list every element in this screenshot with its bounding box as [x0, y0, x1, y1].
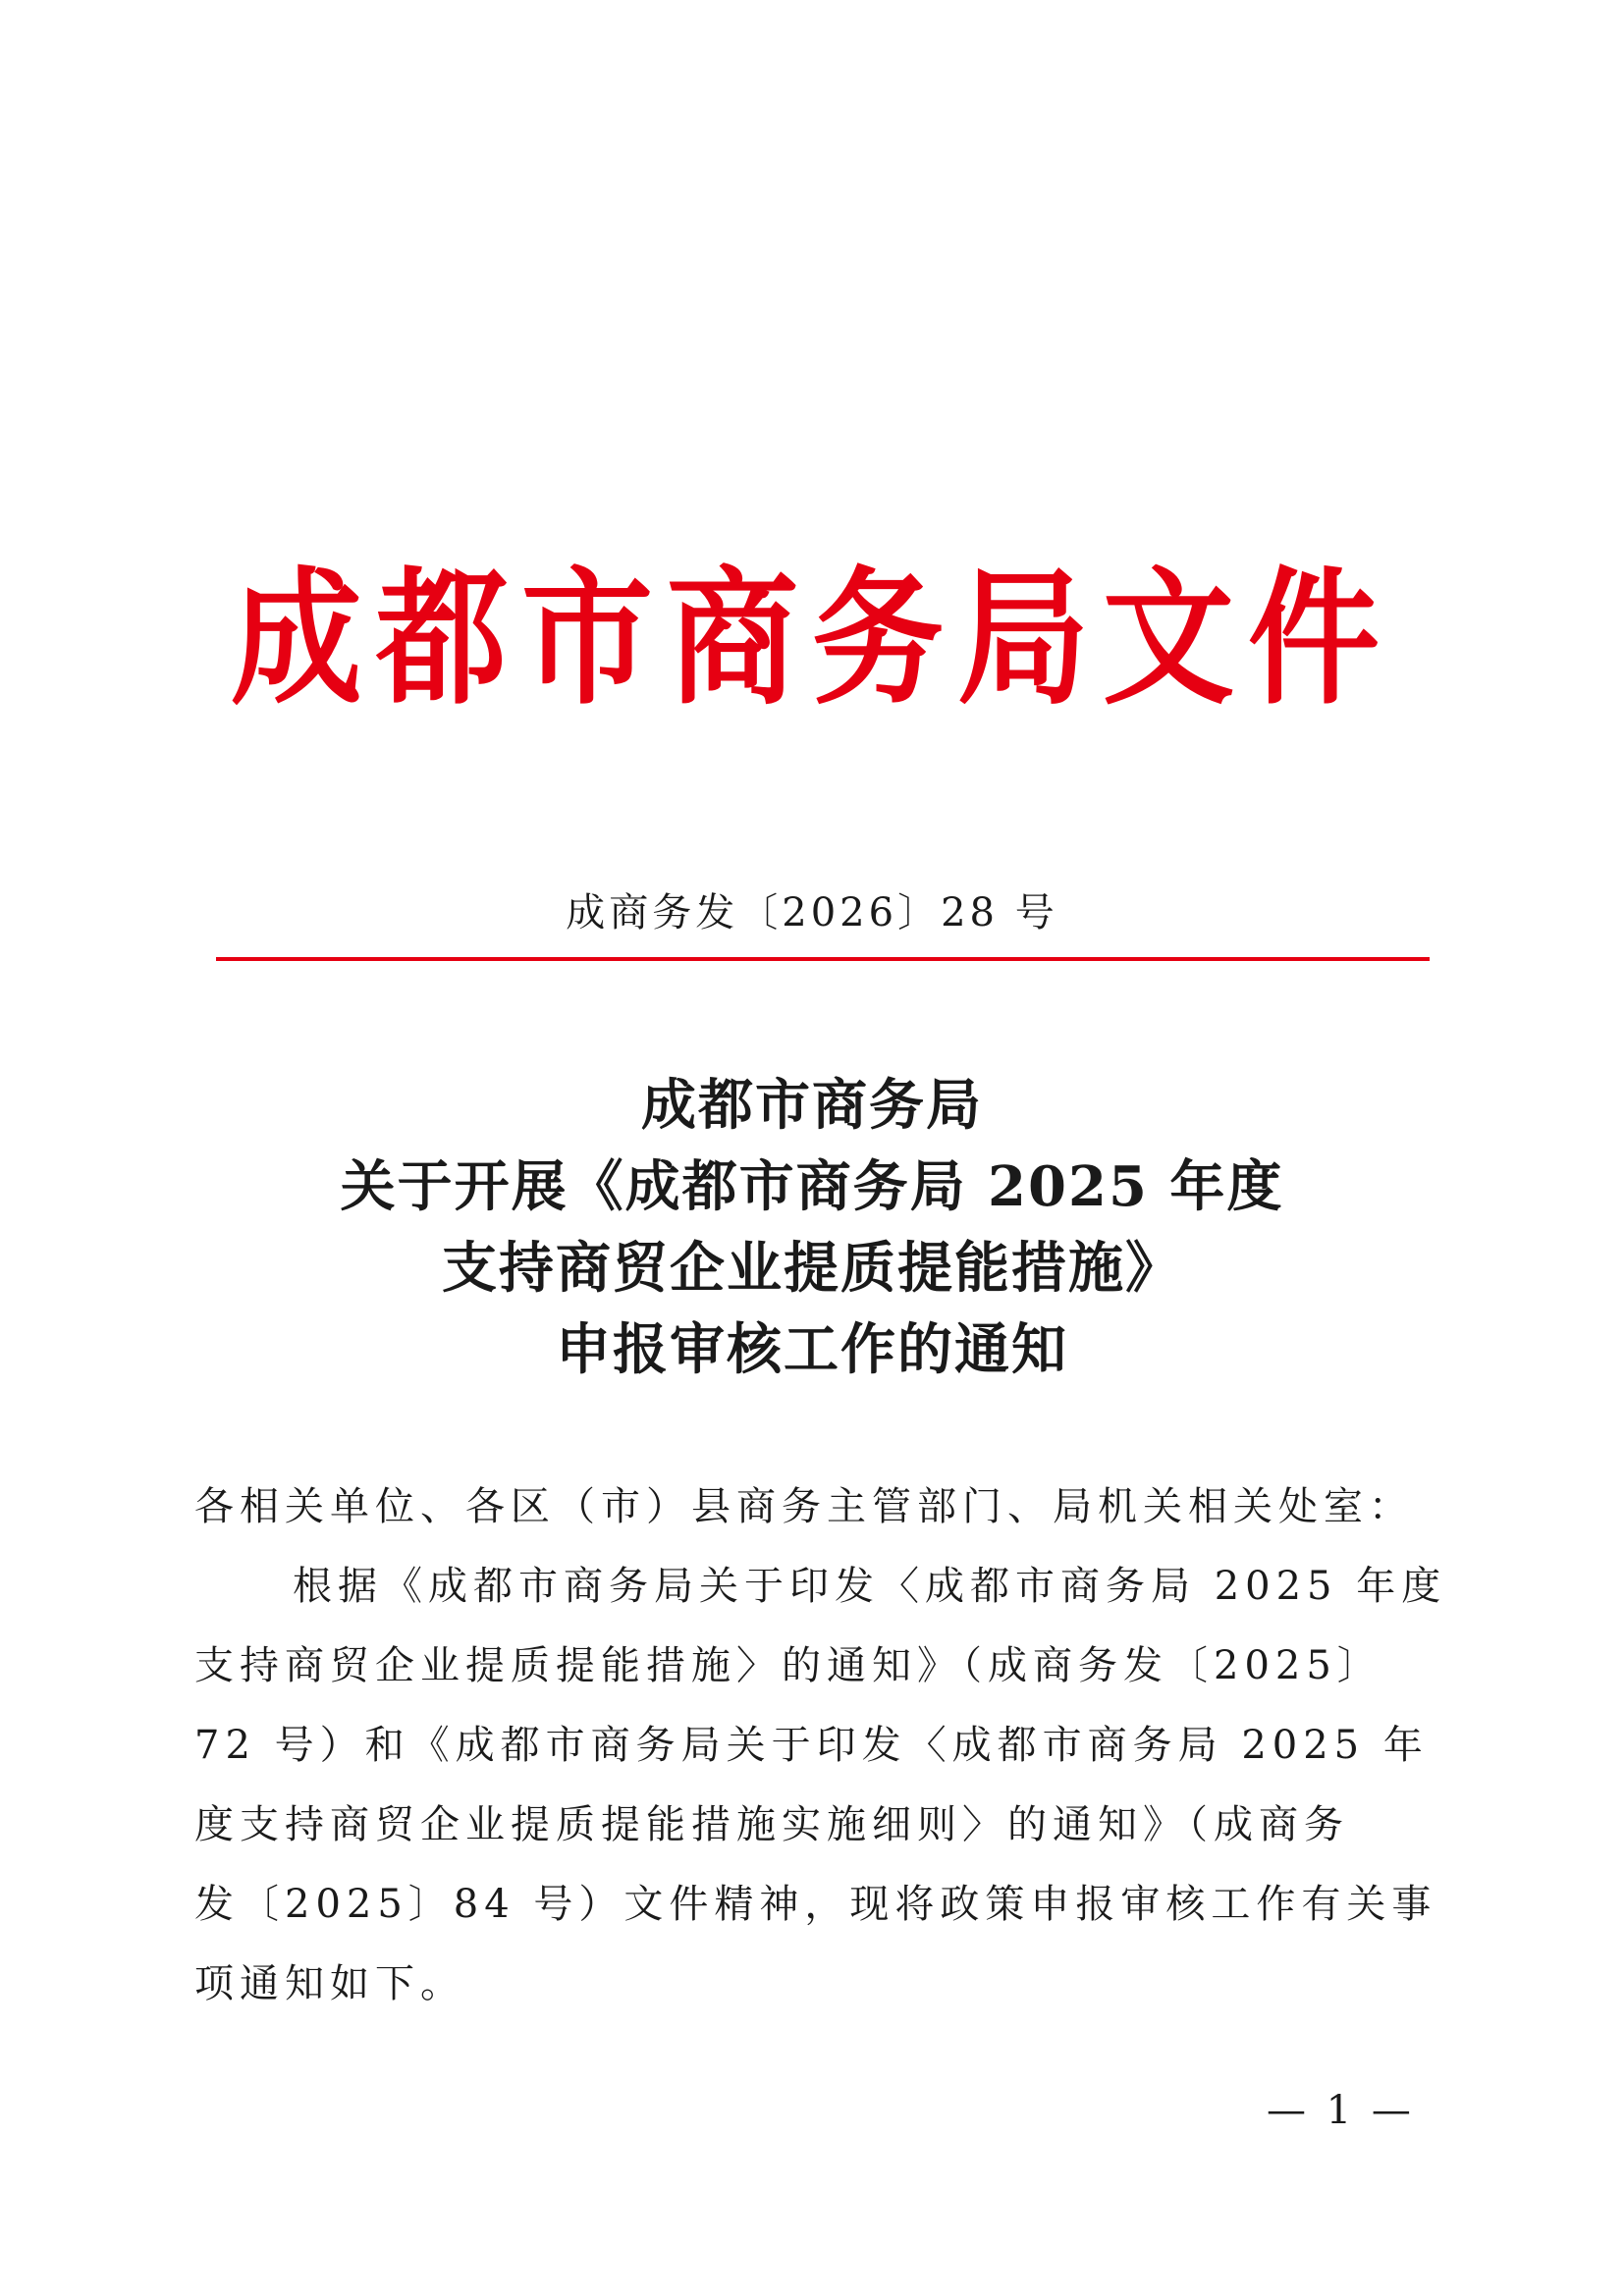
paragraph-line: 发〔2025〕84 号）文件精神，现将政策申报审核工作有关事 [194, 1882, 1437, 1927]
notice-body [194, 1468, 1447, 2024]
title-line: 关于开展《成都市商务局 2025 年度 [340, 1154, 1284, 1219]
document-number: 成商务发〔2026〕28 号 [566, 890, 1058, 935]
salutation: 各相关单位、各区（市）县商务主管部门、局机关相关处室： [194, 1484, 1414, 1529]
masthead-title: 成都市商务局文件 [230, 551, 1393, 725]
paragraph-line: 度支持商贸企业提质提能措施实施细则〉的通知》（成商务 [194, 1802, 1349, 1847]
paragraph-line: 项通知如下。 [194, 1961, 465, 2006]
red-divider-line [216, 957, 1430, 961]
title-line: 支持商贸企业提质提能措施》 [442, 1236, 1182, 1301]
page-number: — 1 — [1267, 2088, 1415, 2133]
notice-title [0, 1065, 1624, 1391]
title-line: 申报审核工作的通知 [556, 1317, 1068, 1382]
paragraph-line: 72 号）和《成都市商务局关于印发〈成都市商务局 2025 年 [194, 1723, 1429, 1768]
paragraph-line: 根据《成都市商务局关于印发〈成都市商务局 2025 年度 [293, 1564, 1447, 1609]
title-line: 成都市商务局 [641, 1073, 983, 1138]
paragraph-line: 支持商贸企业提质提能措施〉的通知》（成商务发〔2025〕 [194, 1643, 1382, 1688]
